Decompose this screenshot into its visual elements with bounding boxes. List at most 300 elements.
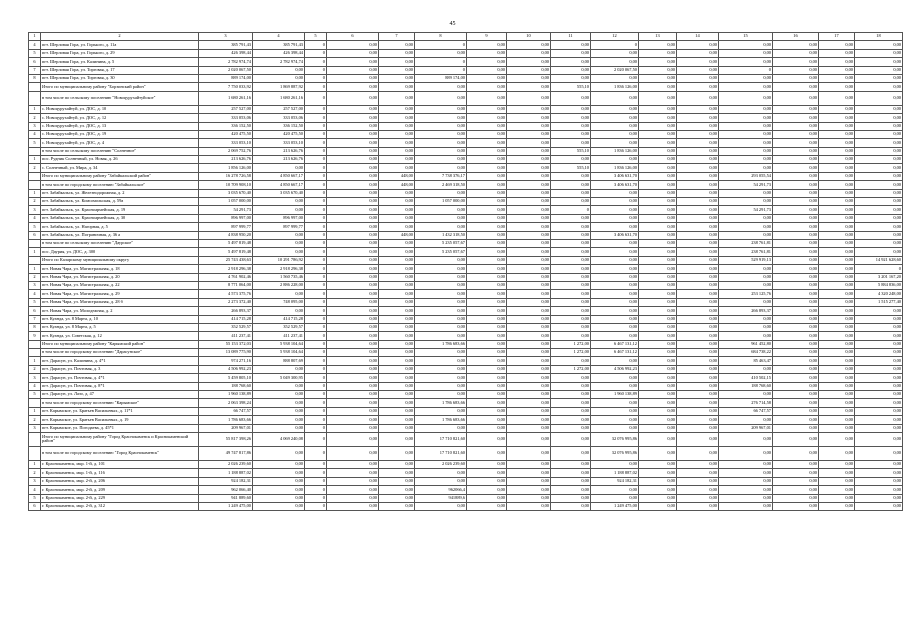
amount-cell: 0,00 bbox=[639, 407, 677, 415]
amount-cell: 0,00 bbox=[719, 41, 773, 49]
amount-cell: 0,00 bbox=[507, 416, 551, 424]
amount-cell: 10 291 786,92 bbox=[253, 256, 305, 264]
amount-cell: 257 527,00 bbox=[199, 105, 253, 113]
amount-cell: 6 467 131,12 bbox=[591, 349, 639, 357]
amount-cell: 1 272,00 bbox=[551, 365, 591, 373]
amount-cell: 0,00 bbox=[415, 49, 467, 57]
address-cell: пгт. Дарасун, ул. Почтовая, д. 8*1 bbox=[41, 382, 199, 390]
address-cell: пгт. Шерловая Гора, ул. Торговая, д. 30 bbox=[41, 74, 199, 82]
amount-cell: 213 626,76 bbox=[199, 156, 253, 164]
amount-cell: 13 089 775,90 bbox=[199, 349, 253, 357]
address-cell: Итого по Каларскому муниципальному округу bbox=[41, 256, 199, 264]
amount-cell: 0,00 bbox=[327, 460, 379, 468]
address-row bbox=[29, 298, 903, 306]
amount-cell: 0,00 bbox=[677, 349, 719, 357]
amount-cell: 0,00 bbox=[719, 147, 773, 155]
amount-cell: 0,00 bbox=[639, 172, 677, 180]
amount-cell: 0,00 bbox=[415, 206, 467, 214]
row-number-cell: 2 bbox=[29, 273, 41, 281]
amount-cell: 0,00 bbox=[415, 349, 467, 357]
amount-cell: 0 bbox=[415, 58, 467, 66]
amount-cell: 0,00 bbox=[855, 416, 903, 424]
amount-cell: 0,00 bbox=[551, 58, 591, 66]
amount-cell: 0,00 bbox=[551, 382, 591, 390]
amount-cell: 0,00 bbox=[855, 432, 903, 446]
amount-cell: 0,00 bbox=[415, 281, 467, 289]
amount-cell: 0 bbox=[305, 477, 327, 485]
amount-cell: 0,00 bbox=[467, 164, 507, 172]
amount-cell: 0,00 bbox=[639, 502, 677, 510]
amount-cell: 0,00 bbox=[551, 315, 591, 323]
amount-cell: 0,00 bbox=[379, 41, 415, 49]
amount-cell: 0,00 bbox=[379, 357, 415, 365]
amount-cell: 0,00 bbox=[253, 248, 305, 256]
address-row bbox=[29, 130, 903, 138]
amount-cell: 0,00 bbox=[677, 382, 719, 390]
amount-cell: 0,00 bbox=[855, 349, 903, 357]
amount-cell: 0 bbox=[305, 298, 327, 306]
amount-cell: 0 bbox=[305, 494, 327, 502]
amount-cell: 0,00 bbox=[639, 105, 677, 113]
column-number: 12 bbox=[591, 33, 639, 41]
amount-cell: 0,00 bbox=[639, 332, 677, 340]
amount-cell: 2 886 228,00 bbox=[253, 281, 305, 289]
amount-cell: 0 bbox=[415, 66, 467, 74]
amount-cell: 0,00 bbox=[327, 332, 379, 340]
amount-cell: 0,00 bbox=[379, 74, 415, 82]
amount-cell: 0,00 bbox=[327, 432, 379, 446]
amount-cell: 0,00 bbox=[773, 323, 819, 331]
amount-cell: 0 bbox=[305, 172, 327, 180]
amount-cell: 0,00 bbox=[677, 460, 719, 468]
amount-cell: 0,00 bbox=[819, 105, 855, 113]
address-row bbox=[29, 290, 903, 298]
amount-cell: 0,00 bbox=[591, 407, 639, 415]
amount-cell: 0,00 bbox=[415, 469, 467, 477]
amount-cell: 0,00 bbox=[467, 374, 507, 382]
row-number-cell bbox=[29, 172, 41, 180]
amount-cell: 0,00 bbox=[773, 290, 819, 298]
subtotal-row bbox=[29, 83, 903, 91]
amount-cell: 4 850 667,17 bbox=[253, 181, 305, 189]
amount-cell: 0,00 bbox=[507, 432, 551, 446]
amount-cell: 0 bbox=[305, 340, 327, 348]
subtotal-row bbox=[29, 256, 903, 264]
amount-cell: 0,00 bbox=[719, 273, 773, 281]
amount-cell: 0,00 bbox=[507, 239, 551, 247]
amount-cell: 0,00 bbox=[773, 340, 819, 348]
amount-cell: 0,00 bbox=[639, 114, 677, 122]
amount-cell: 0,00 bbox=[415, 357, 467, 365]
row-number-cell: 8 bbox=[29, 323, 41, 331]
amount-cell: 0,00 bbox=[467, 446, 507, 460]
amount-cell: 0,00 bbox=[551, 486, 591, 494]
amount-cell: 0,00 bbox=[819, 248, 855, 256]
amount-cell: 0,00 bbox=[855, 49, 903, 57]
address-row bbox=[29, 323, 903, 331]
amount-cell: 4 761 902,46 bbox=[199, 273, 253, 281]
amount-cell: 0,00 bbox=[719, 265, 773, 273]
address-cell: пгт. Забайкальск, ул. Красноармейская, д. 19 bbox=[41, 206, 199, 214]
subtotal-row bbox=[29, 147, 903, 155]
amount-cell: 2 069 752,76 bbox=[199, 147, 253, 155]
address-cell: пгт. Куанда, ул. 8 Марта, д. 10 bbox=[41, 315, 199, 323]
amount-cell: 0,00 bbox=[253, 382, 305, 390]
amount-cell: 0,00 bbox=[507, 424, 551, 432]
amount-cell: 0,00 bbox=[819, 374, 855, 382]
amount-cell: 0,00 bbox=[327, 239, 379, 247]
amount-cell: 0,00 bbox=[819, 323, 855, 331]
amount-cell: 0,00 bbox=[507, 206, 551, 214]
amount-cell: 0,00 bbox=[467, 206, 507, 214]
amount-cell: 0,00 bbox=[855, 424, 903, 432]
amount-cell: 0,00 bbox=[253, 446, 305, 460]
amount-cell: 0,00 bbox=[379, 239, 415, 247]
amount-cell: 0,00 bbox=[467, 49, 507, 57]
amount-cell: 0,00 bbox=[719, 156, 773, 164]
amount-cell: 0,00 bbox=[415, 477, 467, 485]
amount-cell: 0 bbox=[305, 486, 327, 494]
amount-cell: 0,00 bbox=[591, 198, 639, 206]
address-cell: пгт. Карымское, ул. Братьев Васильевых, д. 11*1 bbox=[41, 407, 199, 415]
amount-cell: 0,00 bbox=[507, 164, 551, 172]
amount-cell: 253 125,76 bbox=[719, 290, 773, 298]
amount-cell: 0,00 bbox=[677, 265, 719, 273]
amount-cell: 385 791,43 bbox=[253, 41, 305, 49]
amount-cell: 0,00 bbox=[467, 265, 507, 273]
amount-cell: 0,00 bbox=[379, 460, 415, 468]
amount-cell: 0,00 bbox=[819, 172, 855, 180]
amount-cell: 0,00 bbox=[467, 122, 507, 130]
amount-cell: 0,00 bbox=[415, 105, 467, 113]
amount-cell: 0,00 bbox=[551, 49, 591, 57]
amount-cell: 0,00 bbox=[773, 231, 819, 239]
amount-cell: 0,00 bbox=[327, 181, 379, 189]
amount-cell: 0,00 bbox=[467, 248, 507, 256]
amount-cell: 0,00 bbox=[677, 139, 719, 147]
amount-cell: 0 bbox=[305, 49, 327, 57]
amount-cell: 1 836 126,00 bbox=[591, 164, 639, 172]
amount-cell: 0,00 bbox=[677, 130, 719, 138]
amount-cell: 0,00 bbox=[855, 122, 903, 130]
amount-cell: 0,00 bbox=[819, 298, 855, 306]
amount-cell: 0 bbox=[305, 231, 327, 239]
amount-cell: 0,00 bbox=[379, 424, 415, 432]
amount-cell: 0,00 bbox=[855, 460, 903, 468]
amount-cell: 0,00 bbox=[819, 231, 855, 239]
address-cell: пгт. Забайкальск, ул. Красноармейская, д. 30 bbox=[41, 214, 199, 222]
amount-cell: 7 738 376,17 bbox=[415, 172, 467, 180]
row-number-cell: 4 bbox=[29, 486, 41, 494]
amount-cell: 0,00 bbox=[253, 416, 305, 424]
amount-cell: 0,00 bbox=[415, 130, 467, 138]
row-number-cell: 6 bbox=[29, 231, 41, 239]
amount-cell: 1 836 126,00 bbox=[591, 83, 639, 91]
amount-cell: 0,00 bbox=[327, 416, 379, 424]
amount-cell: 0,00 bbox=[819, 265, 855, 273]
amount-cell: 0,00 bbox=[773, 357, 819, 365]
amount-cell: 0,00 bbox=[719, 298, 773, 306]
row-number-cell: 3 bbox=[29, 206, 41, 214]
address-cell: пгт. Куанда, ул. Советская, д. 12 bbox=[41, 332, 199, 340]
address-row bbox=[29, 139, 903, 147]
amount-cell: 0,00 bbox=[819, 424, 855, 432]
amount-cell: 0,00 bbox=[379, 446, 415, 460]
amount-cell: 0,00 bbox=[379, 494, 415, 502]
amount-cell: 3 035 670,40 bbox=[199, 189, 253, 197]
amount-cell: 0,00 bbox=[773, 256, 819, 264]
amount-cell: 0 bbox=[305, 391, 327, 399]
amount-cell: 0,00 bbox=[327, 214, 379, 222]
row-number-cell: 1 bbox=[29, 105, 41, 113]
amount-cell: 0,00 bbox=[773, 365, 819, 373]
amount-cell: 0,00 bbox=[819, 74, 855, 82]
row-number-cell: 5 bbox=[29, 391, 41, 399]
amount-cell: 0,00 bbox=[819, 357, 855, 365]
address-cell: пгт. Шерловая Гора, ул. Торговая, д. 17 bbox=[41, 66, 199, 74]
address-cell: с. Новоцурухайтуй, ул. ДОС, д. 19 bbox=[41, 130, 199, 138]
amount-cell: 0,00 bbox=[639, 298, 677, 306]
address-cell: г. Краснокаменск, мкр. 2-й, д. 312 bbox=[41, 502, 199, 510]
amount-cell: 1 869 887,92 bbox=[253, 83, 305, 91]
row-number-cell: 2 bbox=[29, 365, 41, 373]
amount-cell: 54 291,73 bbox=[199, 206, 253, 214]
amount-cell: 5 497 819,48 bbox=[199, 239, 253, 247]
row-number-cell: 1 bbox=[29, 460, 41, 468]
column-number: 11 bbox=[551, 33, 591, 41]
address-cell: пгт. Дарасун, ул. Калинина, д. 4*1 bbox=[41, 357, 199, 365]
amount-cell: 0,00 bbox=[253, 407, 305, 415]
amount-cell: 0,00 bbox=[591, 460, 639, 468]
amount-cell: 0 bbox=[305, 41, 327, 49]
row-number-cell: 9 bbox=[29, 332, 41, 340]
amount-cell: 411 237,41 bbox=[199, 332, 253, 340]
amount-cell: 0,00 bbox=[677, 432, 719, 446]
amount-cell: 0,00 bbox=[819, 446, 855, 460]
amount-cell: 49 747 817,86 bbox=[199, 446, 253, 460]
amount-cell: 0,00 bbox=[819, 130, 855, 138]
amount-cell: 266 893,37 bbox=[719, 307, 773, 315]
amount-cell: 0,00 bbox=[507, 307, 551, 315]
amount-cell: 1 856 126,00 bbox=[199, 164, 253, 172]
amount-cell: 0 bbox=[305, 214, 327, 222]
amount-cell: 333 053,10 bbox=[253, 139, 305, 147]
amount-cell: 555,10 bbox=[551, 83, 591, 91]
amount-cell: 0,00 bbox=[719, 164, 773, 172]
amount-cell: 0,00 bbox=[507, 332, 551, 340]
amount-cell: 0,00 bbox=[327, 83, 379, 91]
row-number-cell bbox=[29, 181, 41, 189]
amount-cell: 0,00 bbox=[467, 424, 507, 432]
column-number: 15 bbox=[719, 33, 773, 41]
row-number-cell: 2 bbox=[29, 198, 41, 206]
row-number-cell: 2 bbox=[29, 469, 41, 477]
amount-cell: 684 738,22 bbox=[719, 349, 773, 357]
amount-cell: 0,00 bbox=[719, 432, 773, 446]
amount-cell: 0,00 bbox=[677, 41, 719, 49]
subtotal-row bbox=[29, 181, 903, 189]
amount-cell: 0,00 bbox=[677, 105, 719, 113]
amount-cell: 0,00 bbox=[415, 265, 467, 273]
amount-cell: 0,00 bbox=[773, 156, 819, 164]
amount-cell: 0,00 bbox=[819, 147, 855, 155]
amount-cell: 0,00 bbox=[677, 156, 719, 164]
amount-cell: 0,00 bbox=[591, 416, 639, 424]
amount-cell: 0,00 bbox=[639, 290, 677, 298]
amount-cell: 1 960 138,89 bbox=[199, 391, 253, 399]
amount-cell: 0,00 bbox=[467, 91, 507, 105]
amount-cell: 0,00 bbox=[639, 239, 677, 247]
amount-cell: 0,00 bbox=[719, 332, 773, 340]
amount-cell: 0,00 bbox=[467, 315, 507, 323]
amount-cell: 0,00 bbox=[773, 315, 819, 323]
amount-cell: 555,10 bbox=[551, 164, 591, 172]
amount-cell: 0,00 bbox=[819, 494, 855, 502]
amount-cell: 0,00 bbox=[773, 147, 819, 155]
amount-cell: 0,00 bbox=[819, 223, 855, 231]
amount-cell: 555,10 bbox=[551, 147, 591, 155]
amount-cell: 0,00 bbox=[467, 502, 507, 510]
amount-cell: 0,00 bbox=[855, 74, 903, 82]
amount-cell: 4 506 992,23 bbox=[199, 365, 253, 373]
amount-cell: 0,00 bbox=[773, 49, 819, 57]
amount-cell: 0 bbox=[415, 41, 467, 49]
amount-cell: 0,00 bbox=[507, 130, 551, 138]
amount-cell: 0,00 bbox=[677, 206, 719, 214]
amount-cell: 0,00 bbox=[773, 198, 819, 206]
amount-cell: 0,00 bbox=[677, 147, 719, 155]
amount-cell: 0,00 bbox=[507, 460, 551, 468]
amount-cell: 0,00 bbox=[415, 365, 467, 373]
amount-cell: 4 573 375,76 bbox=[199, 290, 253, 298]
address-row bbox=[29, 105, 903, 113]
amount-cell: 0,00 bbox=[467, 105, 507, 113]
amount-cell: 0,00 bbox=[855, 181, 903, 189]
amount-cell: 0,00 bbox=[467, 58, 507, 66]
amount-cell: 0,00 bbox=[855, 130, 903, 138]
amount-cell: 0,00 bbox=[379, 307, 415, 315]
amount-cell: 0,00 bbox=[507, 265, 551, 273]
amount-cell: 1 272,00 bbox=[551, 340, 591, 348]
amount-cell: 0,00 bbox=[773, 477, 819, 485]
row-number-cell bbox=[29, 340, 41, 348]
amount-cell: 0,00 bbox=[327, 248, 379, 256]
amount-cell: 0,00 bbox=[639, 41, 677, 49]
amount-cell: 0,00 bbox=[327, 198, 379, 206]
amount-cell: 0,00 bbox=[551, 469, 591, 477]
amount-cell: 0,00 bbox=[467, 307, 507, 315]
amount-cell: 0,00 bbox=[379, 432, 415, 446]
amount-cell: 0,00 bbox=[551, 66, 591, 74]
amount-cell: 0,00 bbox=[639, 164, 677, 172]
amount-cell: 0,00 bbox=[591, 214, 639, 222]
amount-cell: 0,00 bbox=[677, 315, 719, 323]
amount-cell: 0,00 bbox=[507, 273, 551, 281]
amount-cell: 0,00 bbox=[379, 147, 415, 155]
amount-cell: 0,00 bbox=[855, 399, 903, 407]
amount-cell: 0,00 bbox=[467, 130, 507, 138]
amount-cell: 0,00 bbox=[467, 357, 507, 365]
amount-cell: 0,00 bbox=[415, 122, 467, 130]
amount-cell: 0,00 bbox=[551, 248, 591, 256]
amount-cell: 0,00 bbox=[591, 273, 639, 281]
amount-cell: 0,00 bbox=[551, 357, 591, 365]
amount-cell: 188 768,60 bbox=[199, 382, 253, 390]
amount-cell: 420 475,50 bbox=[253, 130, 305, 138]
amount-cell: 1 680 261,16 bbox=[253, 91, 305, 105]
column-number: 3 bbox=[199, 33, 253, 41]
amount-cell: 66 747,57 bbox=[719, 407, 773, 415]
amount-cell: 0,00 bbox=[379, 340, 415, 348]
amount-cell: 0,00 bbox=[819, 49, 855, 57]
amount-cell: 0,00 bbox=[855, 172, 903, 180]
amount-cell: 0,00 bbox=[327, 66, 379, 74]
amount-cell: 1 786 683,66 bbox=[199, 416, 253, 424]
amount-cell: 0,00 bbox=[467, 365, 507, 373]
amount-cell: 0,00 bbox=[327, 139, 379, 147]
amount-cell: 0,00 bbox=[253, 365, 305, 373]
amount-cell: 0,00 bbox=[719, 130, 773, 138]
amount-cell: 0,00 bbox=[507, 256, 551, 264]
amount-cell: 0,00 bbox=[677, 181, 719, 189]
amount-cell: 0,00 bbox=[773, 223, 819, 231]
amount-cell: 896 997,00 bbox=[199, 214, 253, 222]
amount-cell: 0,00 bbox=[327, 223, 379, 231]
amount-cell: 0,00 bbox=[507, 41, 551, 49]
amount-cell: 1 057 000,00 bbox=[415, 198, 467, 206]
amount-cell: 6 467 131,12 bbox=[591, 340, 639, 348]
subtotal-row bbox=[29, 340, 903, 348]
address-row bbox=[29, 198, 903, 206]
amount-cell: 188 768,60 bbox=[719, 382, 773, 390]
amount-cell: 0,00 bbox=[773, 172, 819, 180]
amount-cell: 0,00 bbox=[507, 189, 551, 197]
amount-cell: 0,00 bbox=[551, 122, 591, 130]
amount-cell: 0,00 bbox=[855, 469, 903, 477]
amount-cell: 0 bbox=[305, 382, 327, 390]
amount-cell: 3 035 670,40 bbox=[253, 189, 305, 197]
amount-cell: 2 469 318,50 bbox=[415, 181, 467, 189]
amount-cell: 0 bbox=[305, 281, 327, 289]
amount-cell: 0,00 bbox=[253, 469, 305, 477]
address-row bbox=[29, 391, 903, 399]
row-number-cell: 1 bbox=[29, 248, 41, 256]
amount-cell: 0 bbox=[305, 248, 327, 256]
amount-cell: 25 743 438,63 bbox=[199, 256, 253, 264]
amount-cell: 889 174,00 bbox=[199, 74, 253, 82]
amount-cell: 0,00 bbox=[551, 494, 591, 502]
amount-cell: 0,00 bbox=[773, 83, 819, 91]
amount-cell: 2 918 296,38 bbox=[253, 265, 305, 273]
amount-cell: 0,00 bbox=[855, 114, 903, 122]
amount-cell: 0,00 bbox=[639, 49, 677, 57]
amount-cell: 896 997,00 bbox=[253, 214, 305, 222]
amount-cell: 213 626,76 bbox=[253, 156, 305, 164]
amount-cell: 0,00 bbox=[379, 349, 415, 357]
amount-cell: 420 475,50 bbox=[199, 130, 253, 138]
amount-cell: 0 bbox=[305, 323, 327, 331]
row-number-cell bbox=[29, 147, 41, 155]
amount-cell: 0 bbox=[305, 307, 327, 315]
amount-cell: 0 bbox=[305, 91, 327, 105]
amount-cell: 0,00 bbox=[415, 323, 467, 331]
amount-cell: 336 152,50 bbox=[199, 122, 253, 130]
amount-cell: 0,00 bbox=[591, 323, 639, 331]
amount-cell: 209 967,01 bbox=[199, 424, 253, 432]
amount-cell: 5 938 104,64 bbox=[253, 340, 305, 348]
amount-cell: 0,00 bbox=[507, 231, 551, 239]
amount-cell: 0,00 bbox=[639, 281, 677, 289]
